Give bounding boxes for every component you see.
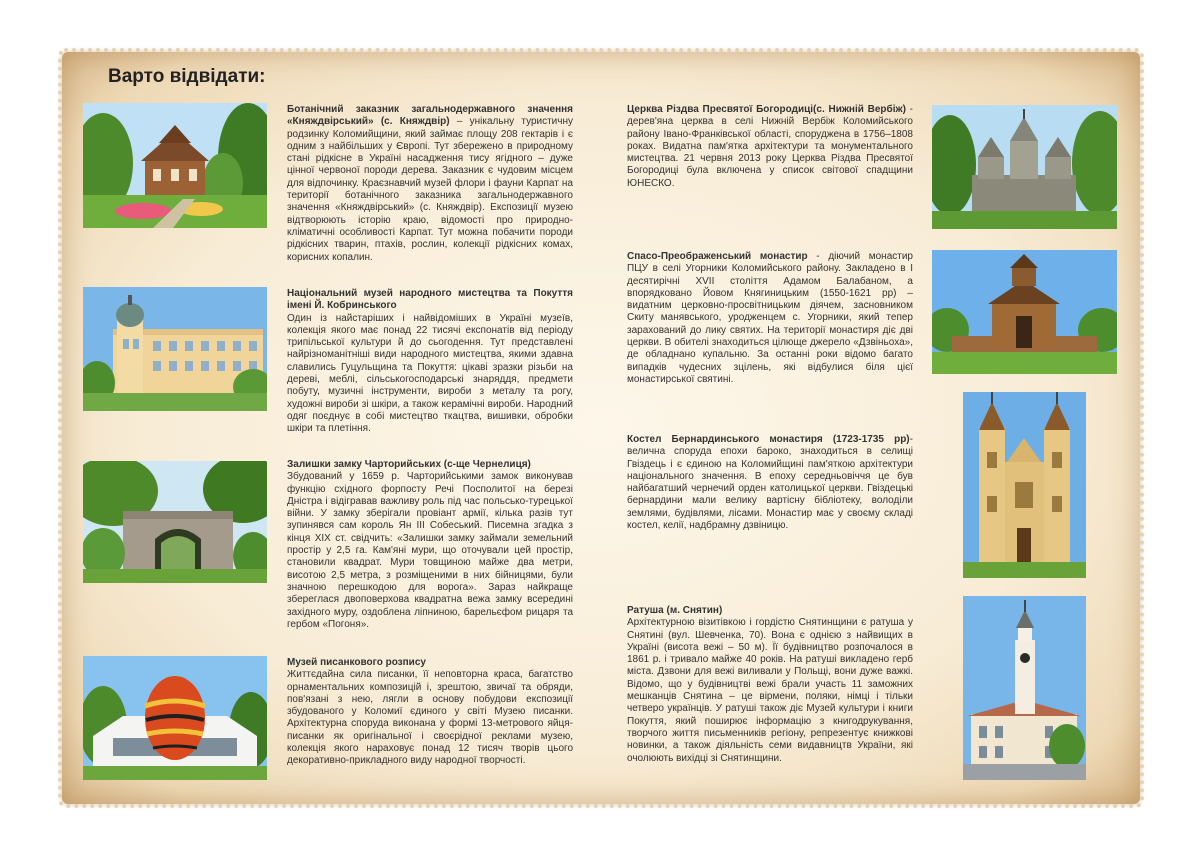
photo-pysanka-museum [83, 656, 267, 780]
item-title: Ратуша (м. Снятин) [627, 605, 723, 616]
photo-nativity-church [932, 105, 1117, 229]
item-czartoryski-castle [287, 459, 573, 631]
item-botanical-reserve [287, 104, 573, 264]
photo-transfiguration-monastery [932, 250, 1117, 374]
item-bernardine-church [627, 434, 913, 532]
item-title: Костел Бернардинського монастиря (1723-1735 рр) [627, 434, 910, 445]
item-title: Церква Різдва Пресвятої Богородиці(с. Нижній Вербіж) [627, 104, 906, 115]
photo-sniatyn-town-hall [963, 596, 1086, 780]
page-heading: Варто відвідати: [108, 66, 266, 87]
item-body: Збудований у 1659 р. Чарторийськими замок виконував функцію східного форпосту Речі Посполитої на березі Дністра і відігравав важливу роль під час польсько-турецької війни. У замку зберігали провіант армії, кілька разів тут зупинявся сам король Ян ІІІ Собеський. Писемна згадка з кінця XIX ст. свідчить: «Залишки замку займали земельний простір у 2,5 га. Кам'яні мури, що оточували цей простір, становили квадрат. Мури товщиною майже два метри, висотою 2,5 метра, з розміщеними в них бійницями, були значною перешкодою для ворога». Зараз найкраще збереглася двоповерхова квадратна вежа замку всередині західного муру, оздоблена ліпниною, барельєфом рицаря та гербом «Погоня». [287, 471, 573, 630]
photo-bernardine-church [963, 392, 1086, 578]
photo-czartoryski-castle [83, 461, 267, 583]
item-pysanka-museum [287, 657, 573, 768]
item-title: Залишки замку Чарторийських (с-ще Чернелиця) [287, 459, 531, 470]
item-title: Спасо-Преображенський монастир [627, 251, 808, 262]
item-title: Ботанічний заказник загальнодержавного значення «Княждвірський» (с. Княждвір) [287, 104, 573, 128]
item-body: Архітектурною візитівкою і гордістю Снятинщини є ратуша у Снятині (вул. Шевченка, 70). Вона є однією з найвищих в Україні (висота вежі – 50 м). Її будівництво розпочалося в 1861 р. і тривало майже 40 років. На ратуші викладено герб міста. Дзвони для вежі виливали у Польщі, вони дуже важкі. Відомо, що у будівництві вежі брали участь 11 заможних мешканців Снятина – це вірмени, поляки, німці і тільки четверо українців. У ратуші також діє Музей культури і книги Покуття, який поширює інформацію з книгодрукування, творчого життя письменників регіону, репрезентує книжкові новинки, а також діяльність семи видавництв України, які очолюють вихідці зі Снятинщини. [627, 617, 913, 764]
item-body: - діючий монастир ПЦУ в селі Угорники Коломийського району. Закладено в І десятирічні XVII століття Адамом Балабаном, а впорядковано Йовом Княгиницьким (1550-1621 рр) – видатним церковно-просвітницьким діячем, засновником Скиту манявського, уродженцем с. Угорники, який тепер зарахований до лику святих. На території монастиря діє дві церкви. В обителі знаходиться цілюще джерело «Дзвіньоха», де обладнано купальню. За останні роки відомо багато випадків чудесних зцілень, які відбулися біля цієї монастирської святині. [627, 251, 913, 385]
photo-botanical-reserve [83, 103, 267, 228]
item-transfiguration-monastery [627, 251, 913, 386]
item-body: Життєдайна сила писанки, її неповторна краса, багатство орнаментальних композицій і, зрештою, звичаї та обряди, пов'язані з нею, лягли в основу побудови експозиції збудованого у Коломиї єдиного у світі Музею писанки. Архітектурна споруда виконана у формі 13-метрового яйця-писанки як оригінальної і своєрідної реклами музею, колекція якого нараховує понад 12 тисяч творів цього декоративно-прикладного виду народної творчості. [287, 669, 573, 767]
item-title: Музей писанкового розпису [287, 657, 426, 668]
photo-folk-art-museum [83, 287, 267, 411]
item-body: - велична споруда епохи бароко, знаходиться в селищі Гвіздець і є єдиною на Коломийщині пам'яткою архітектури національного значення. В епоху середньовіччя це був найбагатший чернечий орден католицької церкви. Гвіздецькі бернардини мали велику вартісну бібліотеку, володіли землями, будівлями, лісами. Монастир має у своєму складі костел, келії, надбрамну дзвіницю. [627, 434, 913, 532]
item-sniatyn-town-hall [627, 605, 913, 765]
item-title: Національний музей народного мистецтва та Покуття імені Й. Кобринського [287, 288, 573, 312]
item-body: - дерев'яна церква в селі Нижній Вербіж Коломийського району Івано-Франківської області, споруджена в 1756–1808 роках. Видатна пам'ятка архітектури та монументального мистецтва. 21 червня 2013 року Церква Різдва Пресвятої Богородиці була включена у список світової спадщини ЮНЕСКО. [627, 104, 914, 189]
item-body: – унікальну туристичну родзинку Коломийщини, який займає площу 208 гектарів і є одним з найбільших у Європі. Тут збережено в природному стані рідкісне в Україні насадження тису ягідного – дуже цінної червоної породи дерева. Заказник є чудовим місцем для відпочинку. Краєзнавчий музей флори і фауни Карпат на території ботанічного заказника загальнодержавного значення «Княждвірський» (с. Княждвір). Експозиції музею відтворюють історію краю, відомості про природно-кліматичні особливості Карпат. Тут можна побачити породи рідкісних тварин, птахів, рослин, колекції рідкісних комах, корисних копалин. [287, 116, 573, 263]
item-body: Один із найстаріших і найвідоміших в Україні музеїв, колекція якого має понад 22 тисячі експонатів від періоду трипільської культури й до сьогодення. Тут представлені найрізноманітніші види народного мистецтва, якими здавна славились Гуцульщина та Покуття: цікаві зразки різьби на дереві, меблі, сільськогосподарські знаряддя, предмети побуту, музичні інструменти, вироби з металу та рогу, художні вироби зі шкіри, а також керамічні вироби. Народний одяг поєднує в собі мистецтво ткацтва, вишивки, обробки шкіри та плетіння. [287, 312, 573, 435]
item-folk-art-museum [287, 288, 573, 436]
item-nativity-church [627, 104, 913, 190]
